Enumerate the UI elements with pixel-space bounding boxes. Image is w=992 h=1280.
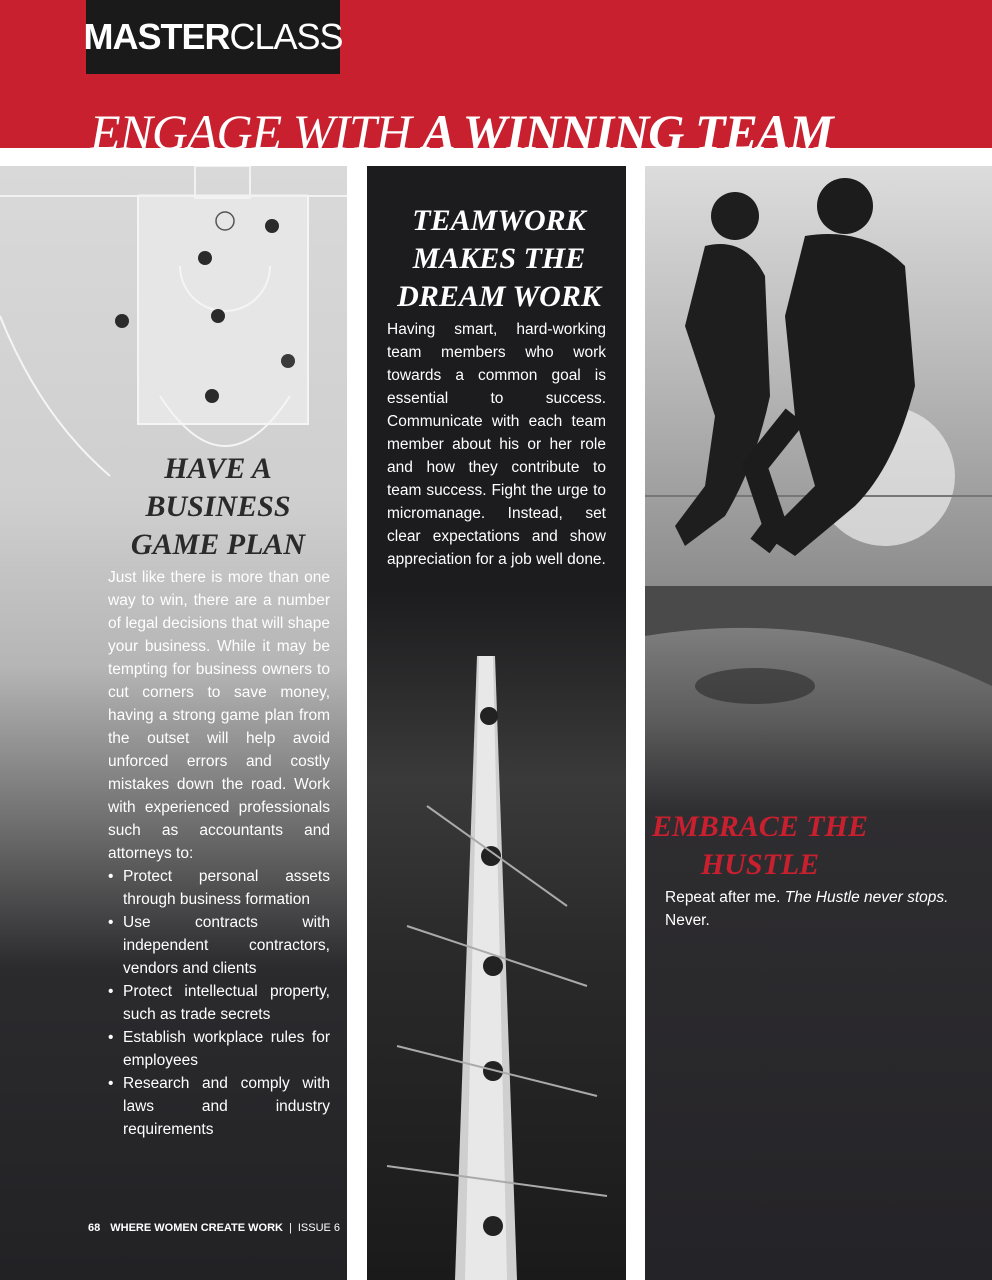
runners-silhouette-photo (645, 166, 992, 1280)
column-right (645, 166, 992, 1280)
headline-thin: ENGAGE WITH (90, 104, 423, 160)
left-paragraph: Just like there is more than one way to win, there are a number of legal decisions that will shape your business. While it may be tempting for business owners to cut corners to save money, having a strong game plan from the outset will help avoid unforced errors and costly mistakes down the road. Work with experienced professionals such as accountants and attorneys to: (108, 569, 330, 862)
section-logo (83, 0, 343, 74)
magazine-title: WHERE WOMEN CREATE WORK (110, 1222, 283, 1234)
left-body (108, 566, 330, 1141)
page-headline (90, 102, 833, 162)
right-text-italic: The Hustle never stops. (784, 889, 949, 906)
left-bullet-list (108, 865, 330, 1141)
right-text-before: Repeat after me. (665, 889, 785, 906)
bullet-item: • Protect intellectual property, such as trade secrets (108, 980, 330, 1026)
column-middle (367, 166, 626, 1280)
section-label-light: CLASS (229, 16, 343, 57)
right-heading: EMBRACE THE HUSTLE (652, 810, 868, 881)
column-left (0, 166, 347, 1280)
headline-bold: A WINNING TEAM (422, 104, 833, 160)
middle-paragraph: Having smart, hard-working team members who work towards a common goal is essential to success. Communicate with each team member about his or her role and how they contribute to team success. Fight the urge to micromanage. Instead, set clear expectations and show appreciation for a job well done. (387, 321, 606, 568)
page-number: 68 (88, 1222, 101, 1234)
bullet-item: • Research and comply with laws and industry requirements (108, 1072, 330, 1141)
middle-heading: TEAMWORK MAKES THE DREAM WORK (397, 204, 601, 313)
left-heading: HAVE A BUSINESS GAME PLAN (130, 452, 306, 561)
bullet-item: • Establish workplace rules for employees (108, 1026, 330, 1072)
issue-number: ISSUE 6 (297, 1222, 341, 1234)
section-label-bold: MASTER (83, 16, 230, 57)
bullet-item: • Protect personal assets through business formation (108, 865, 330, 911)
right-text-after: Never. (665, 912, 710, 929)
page-footer (88, 1220, 340, 1236)
bullet-item: • Use contracts with independent contractors, vendors and clients (108, 911, 330, 980)
right-paragraph (665, 886, 965, 932)
footer-separator: | (288, 1222, 292, 1234)
